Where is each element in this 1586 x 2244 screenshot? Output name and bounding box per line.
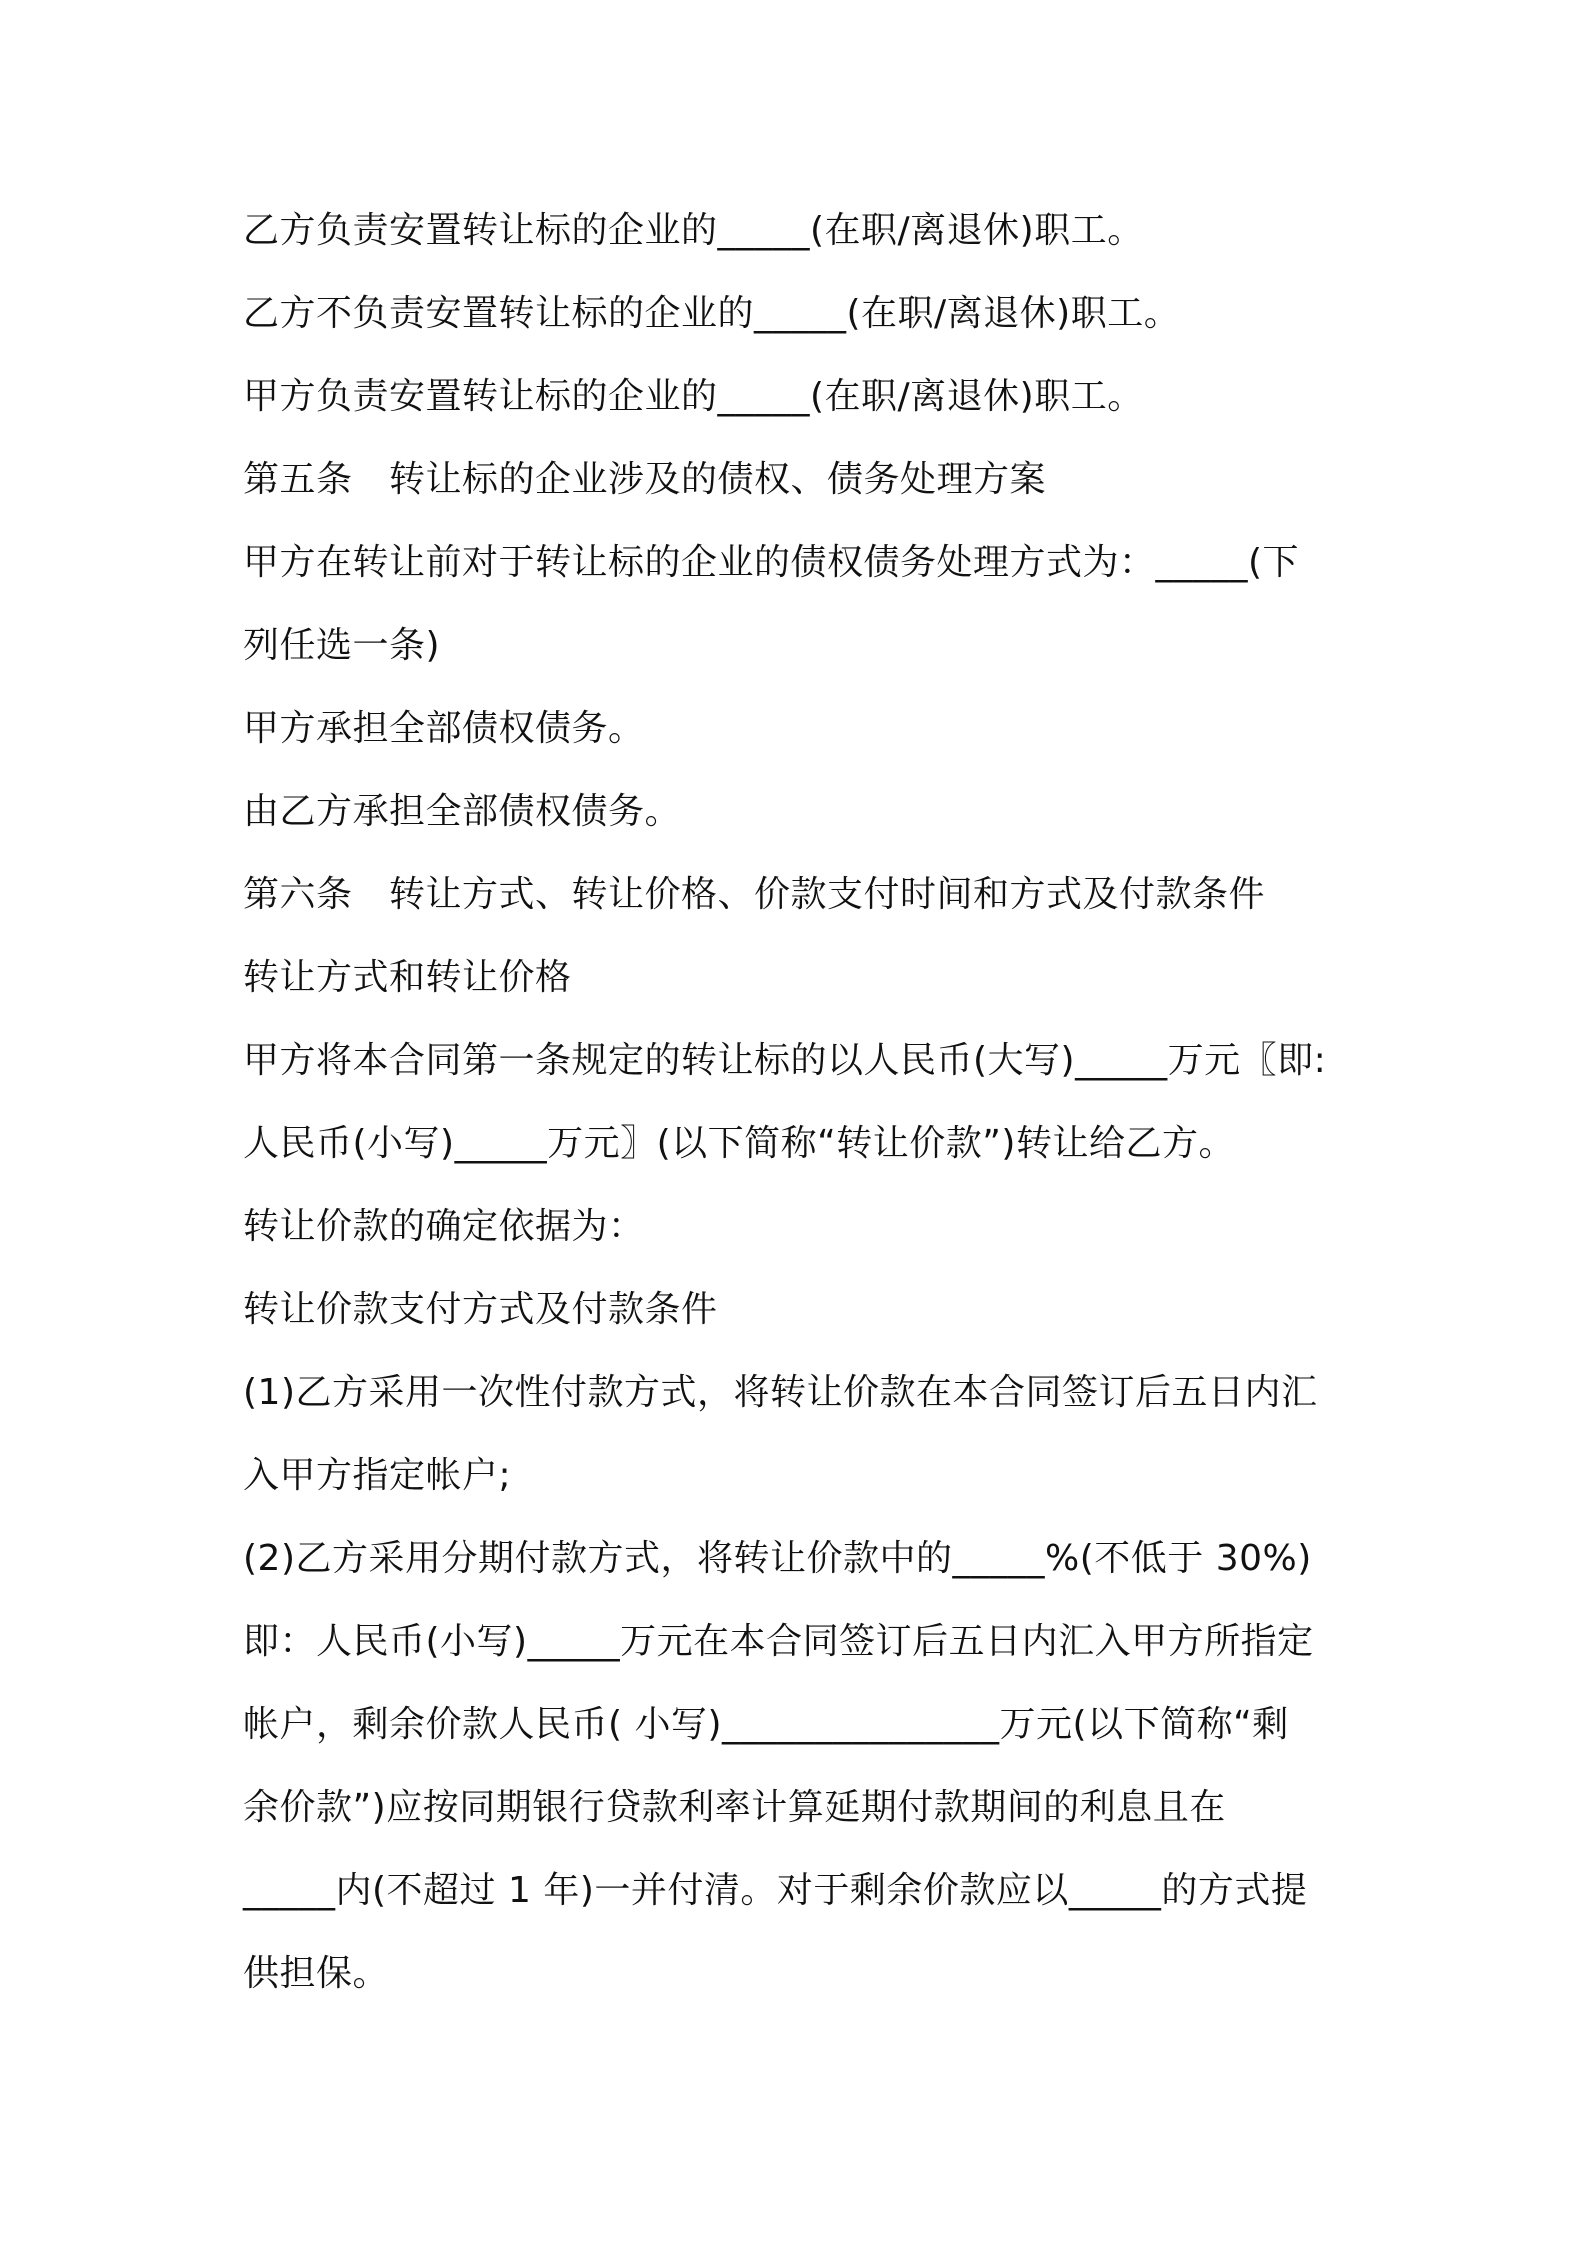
text-line: 列任选一条)	[243, 625, 441, 666]
text-line: 甲方负责安置转让标的企业的_____(在职/离退休)职工。	[243, 376, 1144, 417]
text-line: 甲方在转让前对于转让标的企业的债权债务处理方式为：_____(下	[243, 542, 1300, 583]
text-line: 由乙方承担全部债权债务。	[243, 791, 682, 832]
text-line: 甲方将本合同第一条规定的转让标的以人民币(大写)_____万元〖即:	[243, 1040, 1327, 1081]
text-line: 转让价款的确定依据为：	[243, 1206, 645, 1247]
text-line: 转让价款支付方式及付款条件	[243, 1289, 718, 1330]
text-line: (2)乙方采用分期付款方式，将转让价款中的_____%(不低于 30%)	[243, 1538, 1312, 1579]
text-line: 甲方承担全部债权债务。	[243, 708, 645, 749]
text-line: 人民币(小写)_____万元〗(以下简称“转让价款”)转让给乙方。	[243, 1123, 1235, 1164]
text-line: (1)乙方采用一次性付款方式，将转让价款在本合同签订后五日内汇	[243, 1372, 1318, 1413]
text-line: 入甲方指定帐户;	[243, 1455, 512, 1496]
text-line: 帐户，剩余价款人民币( 小写)_______________万元(以下简称“剩	[243, 1704, 1289, 1745]
text-line: 乙方负责安置转让标的企业的_____(在职/离退休)职工。	[243, 210, 1144, 251]
section-heading: 第六条 转让方式、转让价格、价款支付时间和方式及付款条件	[243, 874, 1266, 915]
text-line: 供担保。	[243, 1953, 390, 1994]
text-line: 余价款”)应按同期银行贷款利率计算延期付款期间的利息且在	[243, 1787, 1226, 1828]
section-heading: 第五条 转让标的企业涉及的债权、债务处理方案	[243, 459, 1047, 500]
text-line: _____内(不超过 1 年)一并付清。对于剩余价款应以_____的方式提	[243, 1870, 1308, 1911]
text-line: 转让方式和转让价格	[243, 957, 572, 998]
text-line: 乙方不负责安置转让标的企业的_____(在职/离退休)职工。	[243, 293, 1181, 334]
text-line: 即：人民币(小写)_____万元在本合同签订后五日内汇入甲方所指定	[243, 1621, 1314, 1662]
